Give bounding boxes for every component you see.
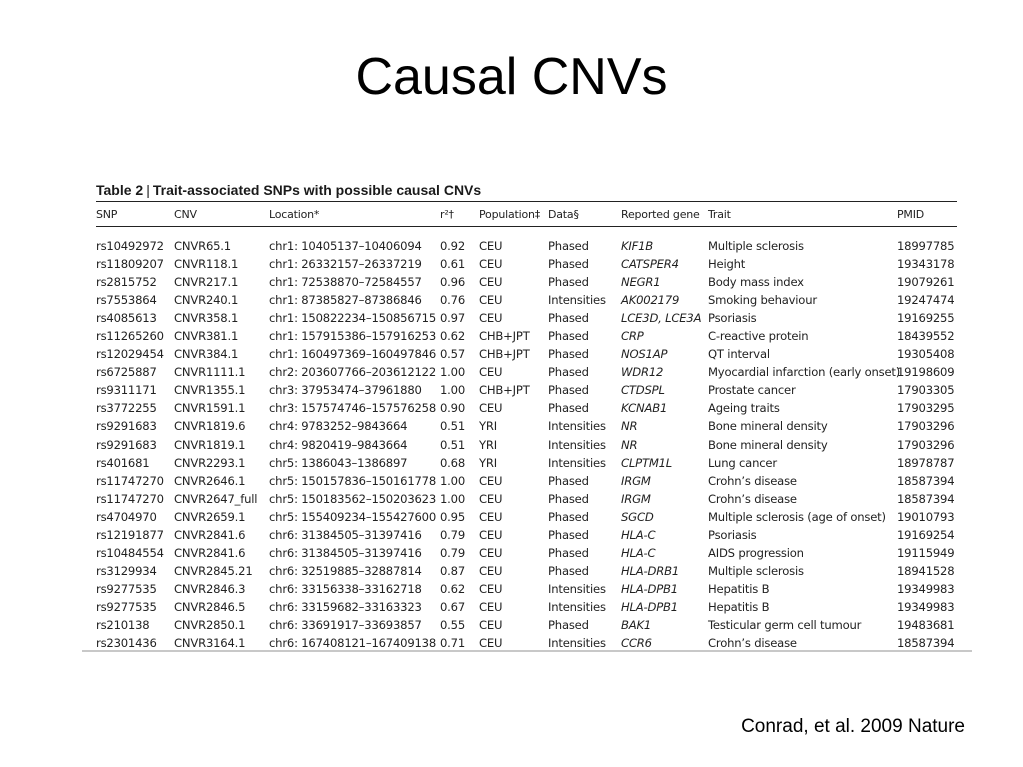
cell-pmid: 18978787 bbox=[897, 455, 955, 470]
cell-location: chr2: 203607766–203612122 bbox=[269, 365, 437, 380]
cell-pmid: 19169254 bbox=[897, 527, 955, 542]
cell-population: YRI bbox=[479, 419, 497, 434]
cell-location: chr5: 1386043–1386897 bbox=[269, 455, 408, 470]
cell-pmid: 17903305 bbox=[897, 383, 955, 398]
cell-r2: 0.51 bbox=[440, 419, 466, 434]
cell-snp: rs9277535 bbox=[96, 599, 157, 614]
table-row bbox=[82, 473, 972, 491]
cell-data: Phased bbox=[548, 473, 589, 488]
cell-pmid: 19343178 bbox=[897, 257, 955, 272]
cell-snp: rs10484554 bbox=[96, 545, 164, 560]
cell-trait: Crohn’s disease bbox=[708, 491, 797, 506]
cell-data: Phased bbox=[548, 509, 589, 524]
cell-snp: rs3772255 bbox=[96, 401, 157, 416]
cell-location: chr6: 167408121–167409138 bbox=[269, 636, 437, 651]
cell-cnv: CNVR1819.6 bbox=[174, 419, 246, 434]
table-row bbox=[82, 437, 972, 455]
cell-reported-gene: NR bbox=[621, 419, 638, 434]
header-pmid: PMID bbox=[897, 208, 925, 221]
table-row bbox=[82, 418, 972, 436]
cell-pmid: 17903296 bbox=[897, 419, 955, 434]
slide-title: Causal CNVs bbox=[355, 48, 668, 106]
cell-location: chr5: 150183562–150203623 bbox=[269, 491, 437, 506]
cell-snp: rs11747270 bbox=[96, 473, 164, 488]
cell-location: chr4: 9820419–9843664 bbox=[269, 437, 408, 452]
cell-r2: 0.87 bbox=[440, 563, 466, 578]
cell-reported-gene: BAK1 bbox=[621, 617, 652, 632]
cell-data: Intensities bbox=[548, 293, 606, 308]
cell-reported-gene: HLA-C bbox=[621, 527, 656, 542]
cell-cnv: CNVR65.1 bbox=[174, 239, 231, 253]
cell-reported-gene: CCR6 bbox=[621, 636, 652, 651]
cell-data: Phased bbox=[548, 617, 589, 632]
cell-r2: 0.96 bbox=[440, 275, 466, 290]
table-row bbox=[82, 617, 972, 635]
cell-snp: rs9291683 bbox=[96, 419, 157, 434]
cell-reported-gene: NR bbox=[621, 437, 638, 452]
cell-r2: 0.57 bbox=[440, 347, 466, 362]
cell-cnv: CNVR1819.1 bbox=[174, 437, 246, 452]
cell-reported-gene: CRP bbox=[621, 329, 644, 344]
cell-cnv: CNVR2846.5 bbox=[174, 599, 246, 614]
cell-cnv: CNVR1591.1 bbox=[174, 401, 246, 416]
cell-snp: rs401681 bbox=[96, 455, 150, 470]
cell-location: chr1: 87385827–87386846 bbox=[269, 293, 422, 308]
cell-reported-gene: LCE3D, LCE3A bbox=[621, 311, 702, 326]
cell-r2: 0.68 bbox=[440, 455, 466, 470]
cell-data: Phased bbox=[548, 311, 589, 326]
table-row bbox=[82, 364, 972, 382]
cell-r2: 0.97 bbox=[440, 311, 466, 326]
cell-trait: Hepatitis B bbox=[708, 581, 770, 596]
table-row bbox=[82, 328, 972, 346]
cell-population: CEU bbox=[479, 636, 503, 651]
cell-data: Phased bbox=[548, 275, 589, 290]
cell-cnv: CNVR2846.3 bbox=[174, 581, 246, 596]
cell-population: CEU bbox=[479, 527, 503, 542]
cell-data: Phased bbox=[548, 491, 589, 506]
cell-pmid: 19010793 bbox=[897, 509, 955, 524]
cell-data: Intensities bbox=[548, 581, 606, 596]
cell-population: CHB+JPT bbox=[479, 347, 530, 362]
cell-data: Phased bbox=[548, 563, 589, 578]
cell-trait: Multiple sclerosis bbox=[708, 239, 804, 253]
cell-snp: rs7553864 bbox=[96, 293, 157, 308]
cell-cnv: CNVR2659.1 bbox=[174, 509, 246, 524]
cell-reported-gene: KCNAB1 bbox=[621, 401, 668, 416]
cell-data: Phased bbox=[548, 365, 589, 380]
cell-population: CHB+JPT bbox=[479, 329, 530, 344]
cell-snp: rs12191877 bbox=[96, 527, 164, 542]
cell-pmid: 17903295 bbox=[897, 401, 955, 416]
cell-r2: 1.00 bbox=[440, 473, 466, 488]
cell-location: chr1: 157915386–157916253 bbox=[269, 329, 437, 344]
table-row bbox=[82, 274, 972, 292]
cell-reported-gene: SGCD bbox=[621, 509, 654, 524]
cell-reported-gene: IRGM bbox=[621, 473, 651, 488]
cell-r2: 1.00 bbox=[440, 491, 466, 506]
cell-reported-gene: HLA-DPB1 bbox=[621, 599, 678, 614]
table-body bbox=[82, 238, 972, 653]
cell-reported-gene: HLA-DPB1 bbox=[621, 581, 678, 596]
table-row bbox=[82, 400, 972, 418]
table-row bbox=[82, 292, 972, 310]
cell-pmid: 19483681 bbox=[897, 617, 955, 632]
cell-cnv: CNVR2647_full bbox=[174, 491, 258, 506]
cell-location: chr1: 72538870–72584557 bbox=[269, 275, 422, 290]
cell-data: Intensities bbox=[548, 455, 606, 470]
cell-snp: rs4085613 bbox=[96, 311, 157, 326]
cell-snp: rs210138 bbox=[96, 617, 150, 632]
cell-snp: rs9291683 bbox=[96, 437, 157, 452]
header-population: Population‡ bbox=[479, 208, 541, 221]
cell-cnv: CNVR118.1 bbox=[174, 257, 239, 272]
cell-location: chr6: 32519885–32887814 bbox=[269, 563, 422, 578]
cell-location: chr5: 150157836–150161778 bbox=[269, 473, 437, 488]
cell-r2: 1.00 bbox=[440, 383, 466, 398]
cell-data: Phased bbox=[548, 545, 589, 560]
cell-snp: rs3129934 bbox=[96, 563, 157, 578]
cell-cnv: CNVR1111.1 bbox=[174, 365, 246, 380]
table-row bbox=[82, 346, 972, 364]
cell-cnv: CNVR2845.21 bbox=[174, 563, 253, 578]
cell-r2: 0.90 bbox=[440, 401, 466, 416]
cell-pmid: 18439552 bbox=[897, 329, 955, 344]
cell-location: chr6: 31384505–31397416 bbox=[269, 527, 422, 542]
cell-trait: Psoriasis bbox=[708, 527, 757, 542]
cell-r2: 0.61 bbox=[440, 257, 466, 272]
cell-r2: 1.00 bbox=[440, 365, 466, 380]
cell-trait: C-reactive protein bbox=[708, 329, 809, 344]
cell-trait: Lung cancer bbox=[708, 455, 777, 470]
cell-cnv: CNVR2841.6 bbox=[174, 527, 246, 542]
table-row bbox=[82, 599, 972, 617]
cell-reported-gene: HLA-C bbox=[621, 545, 656, 560]
cell-reported-gene: CATSPER4 bbox=[621, 257, 679, 272]
cell-trait: Body mass index bbox=[708, 275, 804, 290]
cell-trait: AIDS progression bbox=[708, 545, 804, 560]
cell-reported-gene: NEGR1 bbox=[621, 275, 661, 290]
cell-location: chr6: 33156338–33162718 bbox=[269, 581, 422, 596]
cell-reported-gene: IRGM bbox=[621, 491, 651, 506]
cell-reported-gene: HLA-DRB1 bbox=[621, 563, 680, 578]
cell-pmid: 19349983 bbox=[897, 581, 955, 596]
cell-snp: rs9277535 bbox=[96, 581, 157, 596]
cell-snp: rs11265260 bbox=[96, 329, 164, 344]
table-caption bbox=[96, 182, 481, 198]
cell-location: chr4: 9783252–9843664 bbox=[269, 419, 408, 434]
cell-trait: Multiple sclerosis (age of onset) bbox=[708, 509, 886, 524]
cell-trait: Bone mineral density bbox=[708, 437, 828, 452]
cell-population: CHB+JPT bbox=[479, 383, 530, 398]
cell-location: chr1: 10405137–10406094 bbox=[269, 239, 422, 253]
cell-population: CEU bbox=[479, 311, 503, 326]
cell-pmid: 18587394 bbox=[897, 473, 955, 488]
cell-trait: Crohn’s disease bbox=[708, 636, 797, 651]
cell-r2: 0.79 bbox=[440, 545, 466, 560]
cell-r2: 0.76 bbox=[440, 293, 466, 308]
cell-cnv: CNVR240.1 bbox=[174, 293, 239, 308]
cell-cnv: CNVR2850.1 bbox=[174, 617, 246, 632]
cell-pmid: 19305408 bbox=[897, 347, 955, 362]
cell-trait: Ageing traits bbox=[708, 401, 780, 416]
cell-pmid: 19349983 bbox=[897, 599, 955, 614]
header-trait: Trait bbox=[708, 208, 731, 221]
cell-pmid: 18587394 bbox=[897, 491, 955, 506]
cell-pmid: 19247474 bbox=[897, 293, 955, 308]
cell-r2: 0.51 bbox=[440, 437, 466, 452]
cell-snp: rs12029454 bbox=[96, 347, 164, 362]
cell-r2: 0.95 bbox=[440, 509, 466, 524]
cell-data: Phased bbox=[548, 401, 589, 416]
cell-trait: Bone mineral density bbox=[708, 419, 828, 434]
cell-trait: QT interval bbox=[708, 347, 770, 362]
cell-data: Intensities bbox=[548, 599, 606, 614]
cell-pmid: 18997785 bbox=[897, 239, 955, 253]
cell-cnv: CNVR1355.1 bbox=[174, 383, 246, 398]
cell-reported-gene: KIF1B bbox=[621, 239, 654, 253]
header-data: Data§ bbox=[548, 208, 579, 221]
table-row bbox=[82, 310, 972, 328]
cell-pmid: 19079261 bbox=[897, 275, 955, 290]
table-row bbox=[82, 527, 972, 545]
header-cnv: CNV bbox=[174, 208, 197, 221]
cell-population: CEU bbox=[479, 365, 503, 380]
cell-population: CEU bbox=[479, 473, 503, 488]
cell-reported-gene: NOS1AP bbox=[621, 347, 668, 362]
header-snp: SNP bbox=[96, 208, 118, 221]
cell-snp: rs2815752 bbox=[96, 275, 157, 290]
cell-r2: 0.55 bbox=[440, 617, 466, 632]
cell-snp: rs4704970 bbox=[96, 509, 157, 524]
cell-r2: 0.67 bbox=[440, 599, 466, 614]
cell-data: Intensities bbox=[548, 419, 606, 434]
cell-data: Phased bbox=[548, 329, 589, 344]
cell-snp: rs6725887 bbox=[96, 365, 157, 380]
cell-pmid: 18941528 bbox=[897, 563, 955, 578]
table-row bbox=[82, 491, 972, 509]
cell-location: chr5: 155409234–155427600 bbox=[269, 509, 437, 524]
cell-r2: 0.92 bbox=[440, 239, 466, 253]
table-row bbox=[82, 455, 972, 473]
cell-data: Intensities bbox=[548, 636, 606, 651]
cell-data: Phased bbox=[548, 239, 589, 253]
cell-population: CEU bbox=[479, 581, 503, 596]
cell-trait: Multiple sclerosis bbox=[708, 563, 804, 578]
cell-trait: Height bbox=[708, 257, 746, 272]
table-caption-text: Trait-associated SNPs with possible causal CNVs bbox=[152, 182, 482, 198]
header-location: Location* bbox=[269, 208, 320, 221]
cell-pmid: 17903296 bbox=[897, 437, 955, 452]
table-header-rule bbox=[96, 226, 957, 227]
cell-trait: Prostate cancer bbox=[708, 383, 796, 398]
cell-population: CEU bbox=[479, 275, 503, 290]
cell-trait: Smoking behaviour bbox=[708, 293, 817, 308]
cell-pmid: 19115949 bbox=[897, 545, 955, 560]
cell-population: CEU bbox=[479, 491, 503, 506]
cell-r2: 0.79 bbox=[440, 527, 466, 542]
table-row bbox=[82, 545, 972, 563]
cell-trait: Myocardial infarction (early onset) bbox=[708, 365, 901, 380]
table-caption-separator: | bbox=[146, 182, 150, 198]
cell-pmid: 19169255 bbox=[897, 311, 955, 326]
citation: Conrad, et al. 2009 Nature bbox=[741, 716, 965, 737]
table-row bbox=[82, 563, 972, 581]
cell-population: YRI bbox=[479, 455, 497, 470]
cell-location: chr3: 37953474–37961880 bbox=[269, 383, 422, 398]
cell-cnv: CNVR2293.1 bbox=[174, 455, 246, 470]
cell-r2: 0.62 bbox=[440, 581, 466, 596]
cell-cnv: CNVR384.1 bbox=[174, 347, 239, 362]
cell-location: chr6: 31384505–31397416 bbox=[269, 545, 422, 560]
cell-data: Phased bbox=[548, 527, 589, 542]
cell-cnv: CNVR381.1 bbox=[174, 329, 239, 344]
table-caption-label: Table 2 bbox=[96, 182, 144, 198]
cell-trait: Testicular germ cell tumour bbox=[708, 617, 862, 632]
table-row bbox=[82, 382, 972, 400]
cell-reported-gene: AK002179 bbox=[621, 293, 680, 308]
cell-pmid: 19198609 bbox=[897, 365, 955, 380]
table-row bbox=[82, 581, 972, 599]
cell-population: CEU bbox=[479, 545, 503, 560]
table-top-rule bbox=[96, 201, 957, 202]
cell-cnv: CNVR217.1 bbox=[174, 275, 239, 290]
cell-cnv: CNVR3164.1 bbox=[174, 636, 246, 651]
cell-snp: rs10492972 bbox=[96, 239, 164, 253]
cell-trait: Psoriasis bbox=[708, 311, 757, 326]
table-figure bbox=[82, 176, 972, 652]
cell-location: chr1: 26332157–26337219 bbox=[269, 257, 422, 272]
cell-data: Phased bbox=[548, 383, 589, 398]
cell-reported-gene: CTDSPL bbox=[621, 383, 665, 398]
cell-population: CEU bbox=[479, 239, 503, 253]
table-row bbox=[82, 509, 972, 527]
cell-r2: 0.62 bbox=[440, 329, 466, 344]
cell-population: CEU bbox=[479, 257, 503, 272]
cell-location: chr3: 157574746–157576258 bbox=[269, 401, 437, 416]
cell-population: CEU bbox=[479, 599, 503, 614]
cell-trait: Hepatitis B bbox=[708, 599, 770, 614]
table-row bbox=[82, 238, 972, 256]
cell-location: chr6: 33691917–33693857 bbox=[269, 617, 422, 632]
cell-snp: rs11747270 bbox=[96, 491, 164, 506]
cell-data: Phased bbox=[548, 257, 589, 272]
header-reported-gene: Reported gene bbox=[621, 208, 700, 221]
cell-reported-gene: WDR12 bbox=[621, 365, 664, 380]
cell-location: chr6: 33159682–33163323 bbox=[269, 599, 422, 614]
cell-data: Intensities bbox=[548, 437, 606, 452]
cell-r2: 0.71 bbox=[440, 636, 466, 651]
cell-snp: rs9311171 bbox=[96, 383, 157, 398]
cell-population: CEU bbox=[479, 293, 503, 308]
table-row bbox=[82, 635, 972, 653]
cell-trait: Crohn’s disease bbox=[708, 473, 797, 488]
cell-snp: rs11809207 bbox=[96, 257, 164, 272]
header-r2: r²† bbox=[440, 208, 454, 221]
cell-pmid: 18587394 bbox=[897, 636, 955, 651]
cell-population: CEU bbox=[479, 563, 503, 578]
table-header-row bbox=[82, 207, 972, 223]
cell-data: Phased bbox=[548, 347, 589, 362]
cell-snp: rs2301436 bbox=[96, 636, 157, 651]
cell-cnv: CNVR2841.6 bbox=[174, 545, 246, 560]
table-row bbox=[82, 256, 972, 274]
cell-population: CEU bbox=[479, 509, 503, 524]
cell-population: CEU bbox=[479, 401, 503, 416]
cell-cnv: CNVR358.1 bbox=[174, 311, 239, 326]
cell-location: chr1: 150822234–150856715 bbox=[269, 311, 437, 326]
cell-population: YRI bbox=[479, 437, 497, 452]
cell-reported-gene: CLPTM1L bbox=[621, 455, 673, 470]
cell-population: CEU bbox=[479, 617, 503, 632]
cell-location: chr1: 160497369–160497846 bbox=[269, 347, 437, 362]
cell-cnv: CNVR2646.1 bbox=[174, 473, 246, 488]
